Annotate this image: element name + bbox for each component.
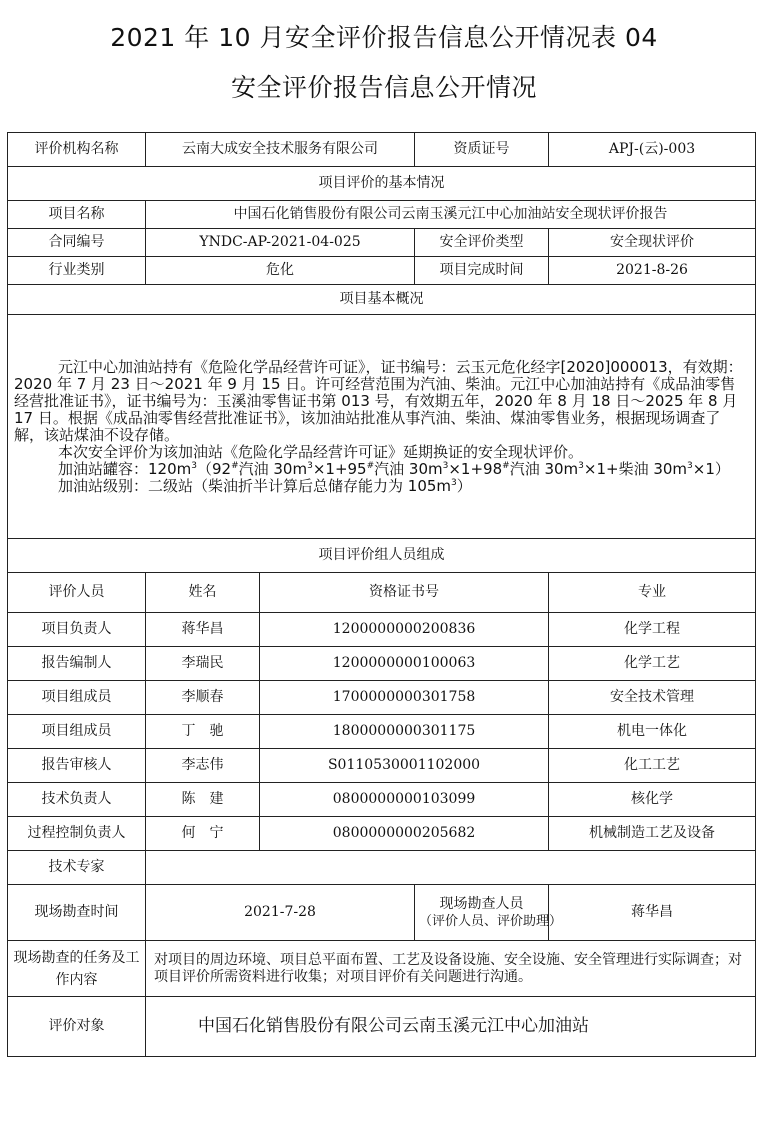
survey-time-label: 现场勘查时间 xyxy=(8,885,146,941)
member-major: 机械制造工艺及设备 xyxy=(549,817,756,851)
member-name: 陈 建 xyxy=(146,783,260,817)
survey-staff-label xyxy=(415,885,563,941)
eval-type-label: 安全评价类型 xyxy=(415,229,549,257)
org-value: 云南大成安全技术服务有限公司 xyxy=(146,133,415,167)
member-name: 李瑞民 xyxy=(146,647,260,681)
table-row xyxy=(8,613,756,647)
member-cert: 1700000000301758 xyxy=(260,681,549,715)
team-header-name: 姓名 xyxy=(146,573,260,613)
target-value: 中国石化销售股份有限公司云南玉溪元江中心加油站 xyxy=(146,997,756,1057)
basic-section-title: 项目评价的基本情况 xyxy=(8,167,756,201)
table-row xyxy=(8,783,756,817)
member-name: 李志伟 xyxy=(146,749,260,783)
member-major: 化工工艺 xyxy=(549,749,756,783)
overview-section-title: 项目基本概况 xyxy=(8,285,756,315)
cert-label: 资质证号 xyxy=(415,133,549,167)
disclosure-table xyxy=(7,132,756,1057)
member-role: 项目负责人 xyxy=(8,613,146,647)
page-subtitle: 安全评价报告信息公开情况 xyxy=(230,73,537,102)
member-role: 项目组成员 xyxy=(8,681,146,715)
member-major: 化学工艺 xyxy=(549,647,756,681)
member-cert: 1800000000301175 xyxy=(260,715,549,749)
project-name-value: 中国石化销售股份有限公司云南玉溪元江中心加油站安全现状评价报告 xyxy=(146,201,756,229)
survey-staff-sub: （评价人员、评价助理） xyxy=(419,913,563,929)
member-role: 项目组成员 xyxy=(8,715,146,749)
member-role: 过程控制负责人 xyxy=(8,817,146,851)
survey-time-value: 2021-7-28 xyxy=(146,885,415,941)
team-header-major: 专业 xyxy=(549,573,756,613)
expert-value xyxy=(146,851,756,885)
industry-value: 危化 xyxy=(146,257,415,285)
team-header-cert: 资格证书号 xyxy=(260,573,549,613)
eval-type-value: 安全现状评价 xyxy=(549,229,756,257)
member-major: 机电一体化 xyxy=(549,715,756,749)
cert-value: APJ-(云)-003 xyxy=(549,133,756,167)
table-row xyxy=(8,817,756,851)
station-level: 加油站级别：二级站（柴油折半计算后总储存能力为 $105m^3$） xyxy=(58,476,472,495)
member-major: 安全技术管理 xyxy=(549,681,756,715)
member-cert: 0800000000103099 xyxy=(260,783,549,817)
member-role: 报告编制人 xyxy=(8,647,146,681)
project-name-label: 项目名称 xyxy=(8,201,146,229)
expert-label: 技术专家 xyxy=(8,851,146,885)
member-name: 何 宁 xyxy=(146,817,260,851)
member-cert: S011053000110200​0 xyxy=(260,749,549,783)
team-header-role: 评价人员 xyxy=(8,573,146,613)
org-row xyxy=(8,133,756,167)
contract-label: 合同编号 xyxy=(8,229,146,257)
member-cert: 1200000000100063 xyxy=(260,647,549,681)
table-row xyxy=(8,715,756,749)
member-cert: 0800000000205682 xyxy=(260,817,549,851)
survey-staff-value: 蒋华昌 xyxy=(549,885,756,941)
overview-para-2: 本次安全评价为该加油站《危险化学品经营许可证》延期换证的安全现状评价。 xyxy=(58,442,584,461)
org-label: 评价机构名称 xyxy=(8,133,146,167)
task-text: 对项目的周边环境、项目总平面布置、工艺及设备设施、安全设施、安全管理进行实际调查；对项目评价所需资料进行收集；对项目评价有关问题进行沟通。 xyxy=(146,941,756,997)
member-major: 化学工程 xyxy=(549,613,756,647)
overview-text xyxy=(8,315,756,539)
survey-staff-title: 现场勘查人员 xyxy=(439,895,524,912)
contract-value: YNDC-AP-2021-04-025 xyxy=(146,229,415,257)
member-cert: 1200000000200836 xyxy=(260,613,549,647)
team-section-title: 项目评价组人员组成 xyxy=(8,539,756,573)
member-major: 核化学 xyxy=(549,783,756,817)
tank-capacity: 加油站罐容：$120m^3(92^{\#}$汽油 $30m^3\times 1+95^{\#}$汽油 $30m^3\times 1+98^{\#}$汽油 $30m^3\times 1+$柴油 $30m^3\times 1$） xyxy=(58,459,730,478)
table-row xyxy=(8,647,756,681)
industry-label: 行业类别 xyxy=(8,257,146,285)
table-row xyxy=(8,681,756,715)
task-label: 现场勘查的任务及工作内容 xyxy=(8,941,146,997)
completion-label: 项目完成时间 xyxy=(415,257,549,285)
overview-para-1: 元江中心加油站持有《危险化学品经营许可证》，证书编号：云玉元危化经字[2020]000013，有效期：2020 年 7 月 23 日～2021 年 9 月 15 日。许可经营范围为汽油、柴油。元江中心加油站持有《成品油零售经营批准证书》，证书编号为：玉溪油零售证书第 013 号，有效期五年，2020 年 8 月 18 日～2025 年 8 月 17 日。根据《成品油零售经营批准证书》，该加油站批准从事汽油、柴油、煤油零售业务，根据现场调查了解，该站煤油不设存储。 xyxy=(14,357,743,444)
member-role: 报告审核人 xyxy=(8,749,146,783)
member-name: 李顺春 xyxy=(146,681,260,715)
page-title: 2021 年 10 月安全评价报告信息公开情况表 04 xyxy=(110,23,658,52)
target-label: 评价对象 xyxy=(8,997,146,1057)
completion-value: 2021-8-26 xyxy=(549,257,756,285)
member-role: 技术负责人 xyxy=(8,783,146,817)
table-row xyxy=(8,749,756,783)
team-header-row xyxy=(8,573,756,613)
member-name: 丁 驰 xyxy=(146,715,260,749)
member-name: 蒋华昌 xyxy=(146,613,260,647)
